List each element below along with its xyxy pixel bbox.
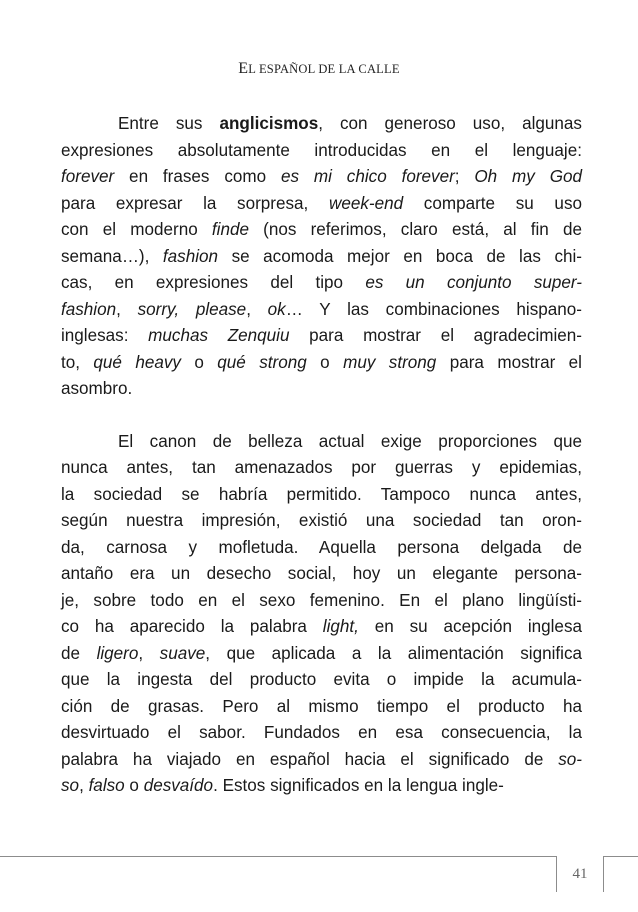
text-line <box>61 561 582 588</box>
text-run: expresiones absolutamente introducidas en el lenguaje: <box>61 140 582 160</box>
text-line <box>61 720 582 747</box>
italic-term: forever <box>61 167 115 186</box>
text-line <box>61 270 582 297</box>
text-run: . Estos significados en la lengua ingle- <box>213 776 504 795</box>
text-run: , <box>138 643 160 663</box>
text-run: la sociedad se habría permitido. Tampoco nunca antes, <box>61 484 582 504</box>
italic-term: week-end <box>328 193 404 213</box>
text-run: cas, en expresiones del tipo <box>61 273 366 292</box>
italic-term: fashion <box>61 299 117 319</box>
italic-term: so- <box>558 749 582 769</box>
italic-term: es un conjunto super- <box>365 273 582 292</box>
text-line <box>61 641 582 668</box>
text-run: con el moderno <box>61 220 212 239</box>
text-run: palabra ha viajado en español hacia el significado de <box>61 749 559 769</box>
text-run: to, <box>61 352 94 372</box>
text-line <box>61 455 582 482</box>
paragraph-2 <box>61 429 582 800</box>
text-run <box>179 300 196 319</box>
text-run: , <box>79 776 89 795</box>
text-run: ción de grasas. Pero al mismo tiempo el producto ha <box>61 696 582 716</box>
text-line <box>61 508 582 535</box>
text-run: se acomoda mejor en boca de las chi- <box>218 246 582 266</box>
italic-term: finde <box>211 220 249 239</box>
text-run: en frases como <box>114 167 281 186</box>
text-line <box>61 747 582 774</box>
text-run: nunca antes, tan amenazados por guerras y epidemias, <box>61 458 582 477</box>
text-line <box>61 614 582 641</box>
page-number: 41 <box>572 866 588 882</box>
italic-term: qué strong <box>217 352 307 372</box>
italic-term: Oh my God <box>474 167 583 186</box>
text-run: para mostrar el <box>436 352 582 372</box>
italic-term: so <box>61 776 80 795</box>
text-line <box>61 350 582 377</box>
text-run: , que aplicada a la alimentación significa <box>205 643 583 663</box>
text-line <box>61 138 582 165</box>
italic-term: sorry, <box>137 299 180 319</box>
footer-rule-left <box>0 856 556 857</box>
text-run: antaño era un desecho social, hoy un elegante persona- <box>61 564 582 583</box>
italic-term: please <box>195 299 247 319</box>
text-run: da, carnosa y mofletuda. Aquella persona delgada de <box>61 537 582 557</box>
body-text <box>61 111 582 800</box>
text-run: , con generoso uso, algunas <box>318 114 582 133</box>
text-line <box>61 694 582 721</box>
italic-term: es mi chico forever <box>281 167 455 186</box>
text-line <box>61 376 582 403</box>
italic-term: light, <box>322 617 359 636</box>
italic-term: qué heavy <box>93 352 181 372</box>
italic-term: ok <box>267 299 286 319</box>
italic-term: ligero <box>96 643 139 663</box>
text-run: , <box>246 299 268 319</box>
text-run: de <box>61 643 97 663</box>
text-run: co ha aparecido la palabra <box>61 617 323 636</box>
text-run: desvirtuado el sabor. Fundados en esa consecuencia, la <box>61 723 582 742</box>
text-line <box>61 667 582 694</box>
text-run: o <box>306 352 344 372</box>
text-run: , <box>116 299 138 319</box>
running-header-rest: L ESPAÑOL DE LA CALLE <box>248 62 400 76</box>
text-run: o <box>124 776 144 795</box>
text-line <box>61 164 582 191</box>
text-run: comparte su uso <box>403 193 582 213</box>
text-line <box>61 429 582 456</box>
text-run: en su acepción inglesa <box>358 617 582 636</box>
paragraph-1 <box>61 111 582 403</box>
text-run: según nuestra impresión, existió una sociedad tan oron- <box>61 511 582 530</box>
text-run: je, sobre todo en el sexo femenino. En el plano lingüísti- <box>61 590 582 610</box>
italic-term: muy strong <box>343 352 437 372</box>
text-line <box>61 773 582 800</box>
text-run: para expresar la sorpresa, <box>61 193 329 213</box>
text-line <box>61 244 582 271</box>
text-line <box>61 217 582 244</box>
text-run: (nos referimos, claro está, al fin de <box>248 220 582 239</box>
italic-term: suave <box>159 643 206 663</box>
text-line <box>61 297 582 324</box>
footer-rule-right <box>604 856 638 857</box>
text-run: ; <box>454 167 475 186</box>
text-run: para mostrar el agradecimien- <box>289 326 582 345</box>
text-run: que la ingesta del producto evita o impide la acumula- <box>61 670 582 689</box>
italic-term: desvaído <box>143 776 214 795</box>
text-run: semana…), <box>61 246 163 266</box>
italic-term: muchas Zenquiu <box>148 326 290 345</box>
text-line <box>61 588 582 615</box>
text-line <box>61 323 582 350</box>
text-run: asombro. <box>61 379 133 398</box>
running-header-initial: E <box>238 60 249 77</box>
text-run: El canon de belleza actual exige proporciones que <box>118 431 582 451</box>
text-run: o <box>180 352 218 372</box>
text-line <box>61 191 582 218</box>
text-run: … Y las combinaciones hispano- <box>285 299 582 319</box>
italic-term: falso <box>88 776 125 795</box>
italic-term: fashion <box>162 246 219 266</box>
running-header <box>0 60 638 78</box>
text-run: inglesas: <box>61 326 149 345</box>
bold-term: anglicismos <box>219 114 319 133</box>
text-line <box>61 535 582 562</box>
text-line <box>61 482 582 509</box>
text-line <box>61 111 582 138</box>
text-run: Entre sus <box>118 114 220 133</box>
